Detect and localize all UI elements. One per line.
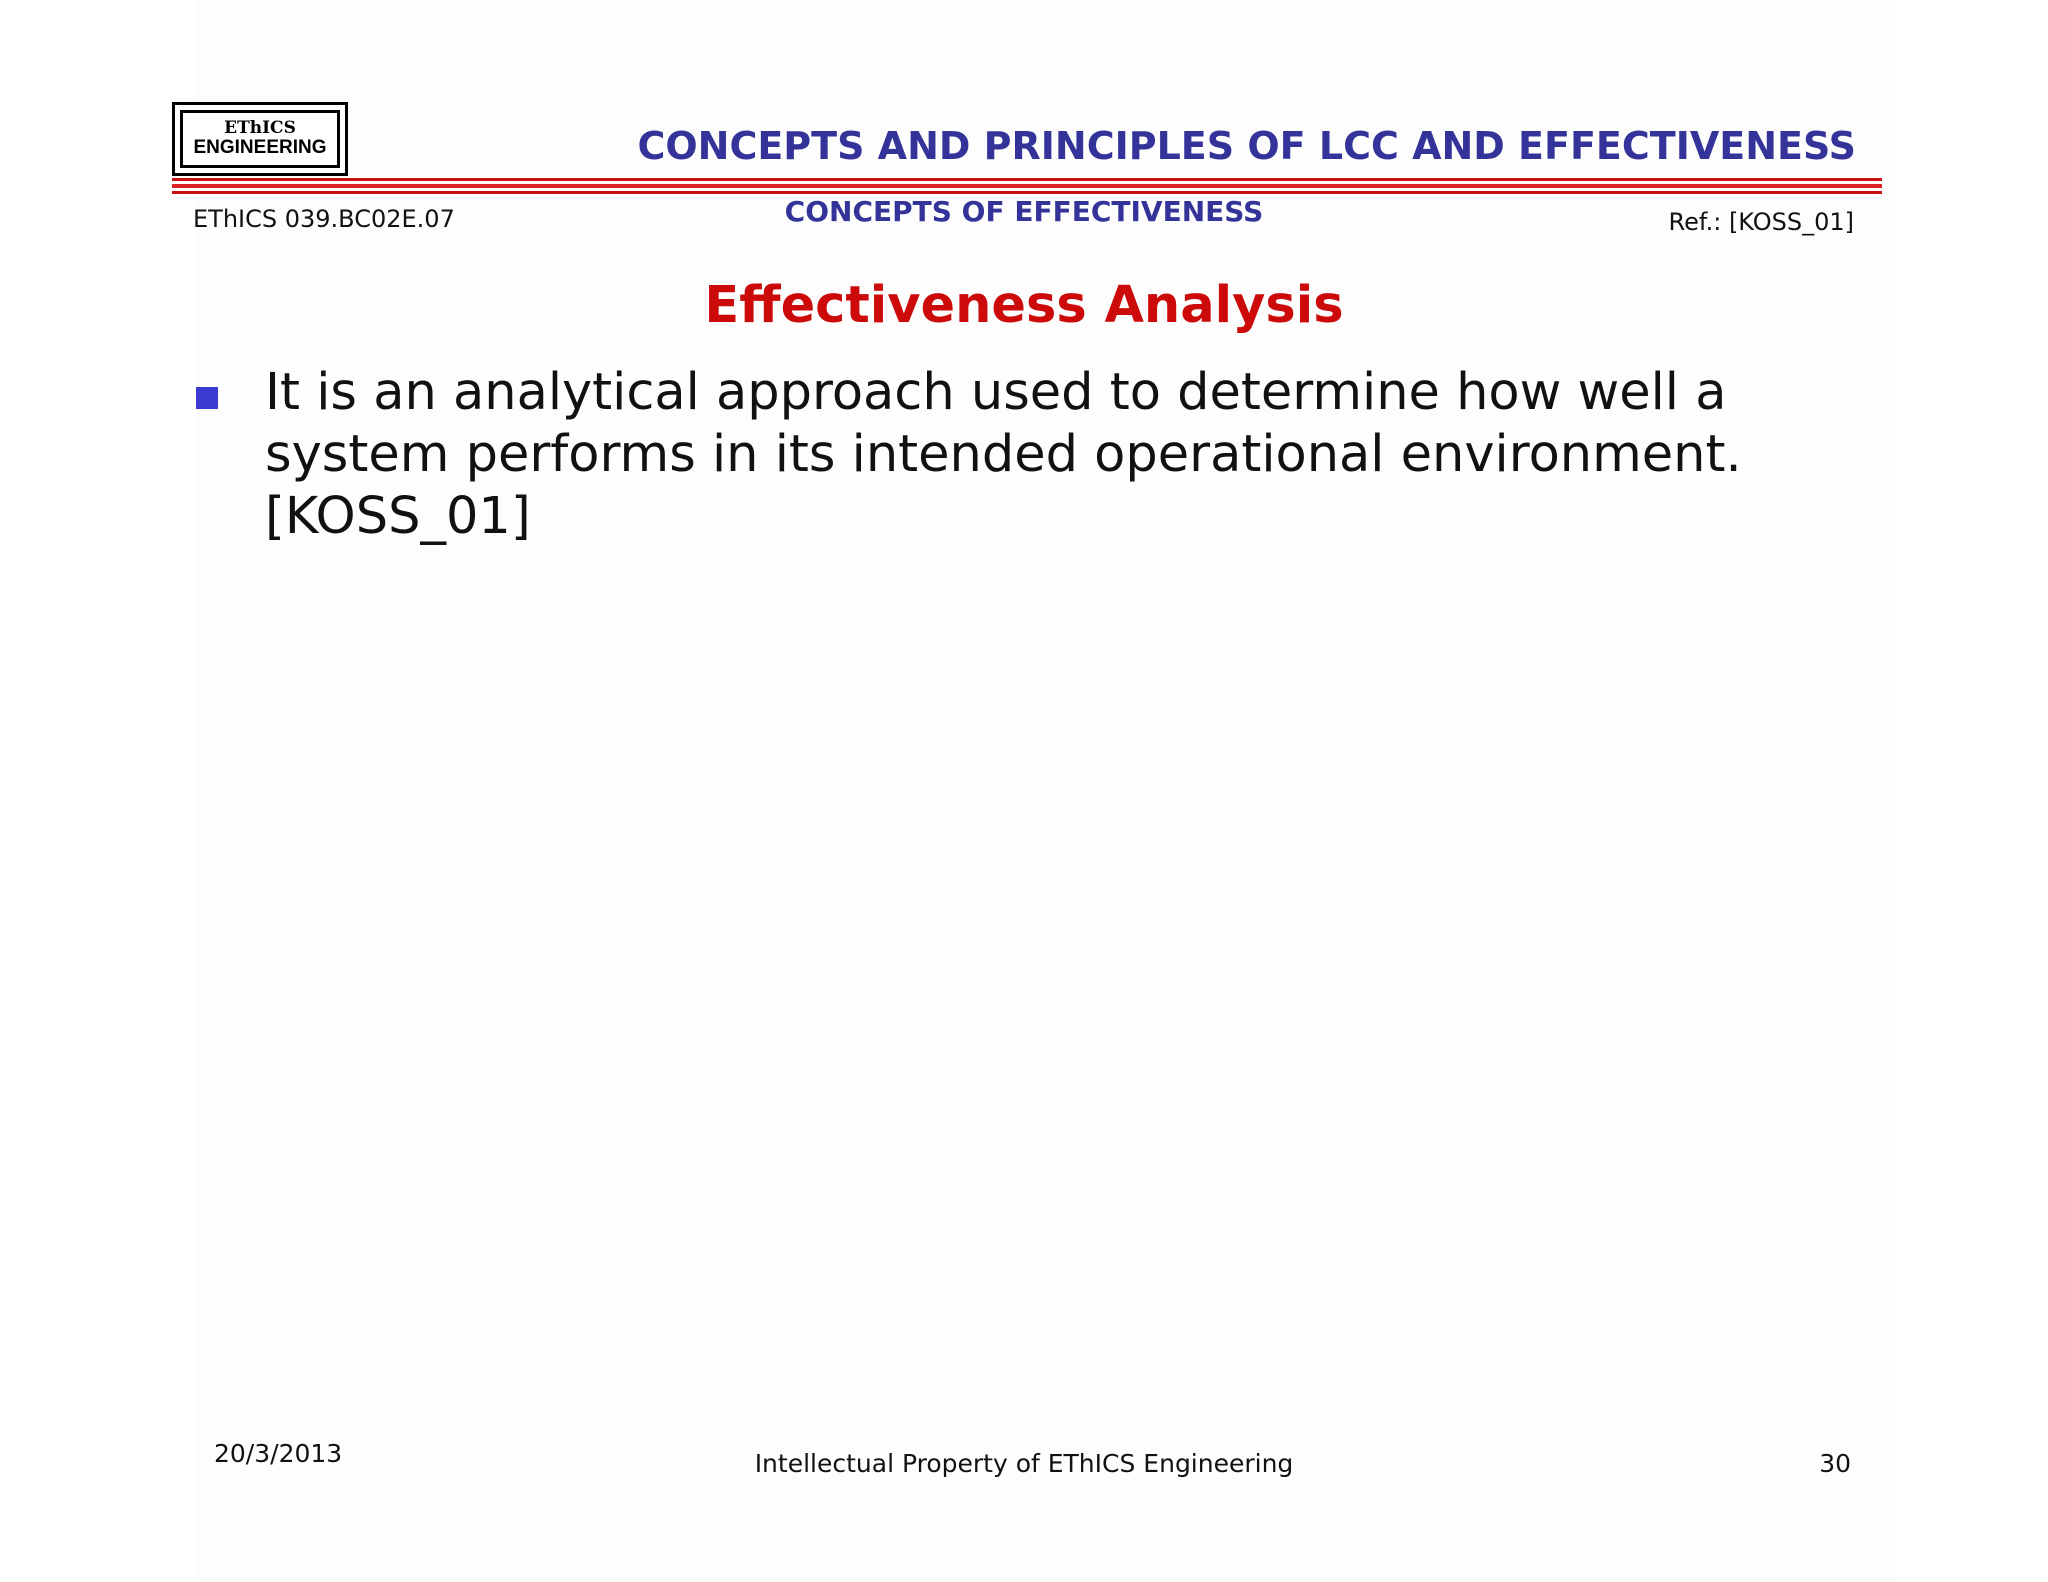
bullet-text: It is an analytical approach used to determine how well a system performs in its intended operational environment. [KOSS_01] [265,363,1742,546]
section-subtitle: CONCEPTS OF EFFECTIVENESS [784,195,1264,228]
main-title: CONCEPTS AND PRINCIPLES OF LCC AND EFFECTIVENESS [637,124,1856,168]
header-rule-middle [172,184,1882,188]
logo-frame [180,110,340,168]
footer-copyright: Intellectual Property of EThICS Engineering [754,1449,1294,1478]
reference: Ref.: [KOSS_01] [1668,208,1854,236]
bullet-list [196,362,1836,548]
footer-date: 20/3/2013 [214,1439,343,1468]
logo-line-2: ENGINEERING [193,136,327,158]
slide-title: Effectiveness Analysis [704,276,1344,335]
page-number: 30 [1819,1449,1851,1478]
logo-line-1: EThICS [224,118,296,139]
bullet-item [196,362,1836,548]
ethics-engineering-logo [172,102,348,176]
square-bullet-icon [196,387,218,409]
header-rule-top [172,178,1882,181]
slide-background [195,0,1895,1582]
header-rule-bottom [172,191,1882,194]
document-id: EThICS 039.BC02E.07 [193,205,455,233]
